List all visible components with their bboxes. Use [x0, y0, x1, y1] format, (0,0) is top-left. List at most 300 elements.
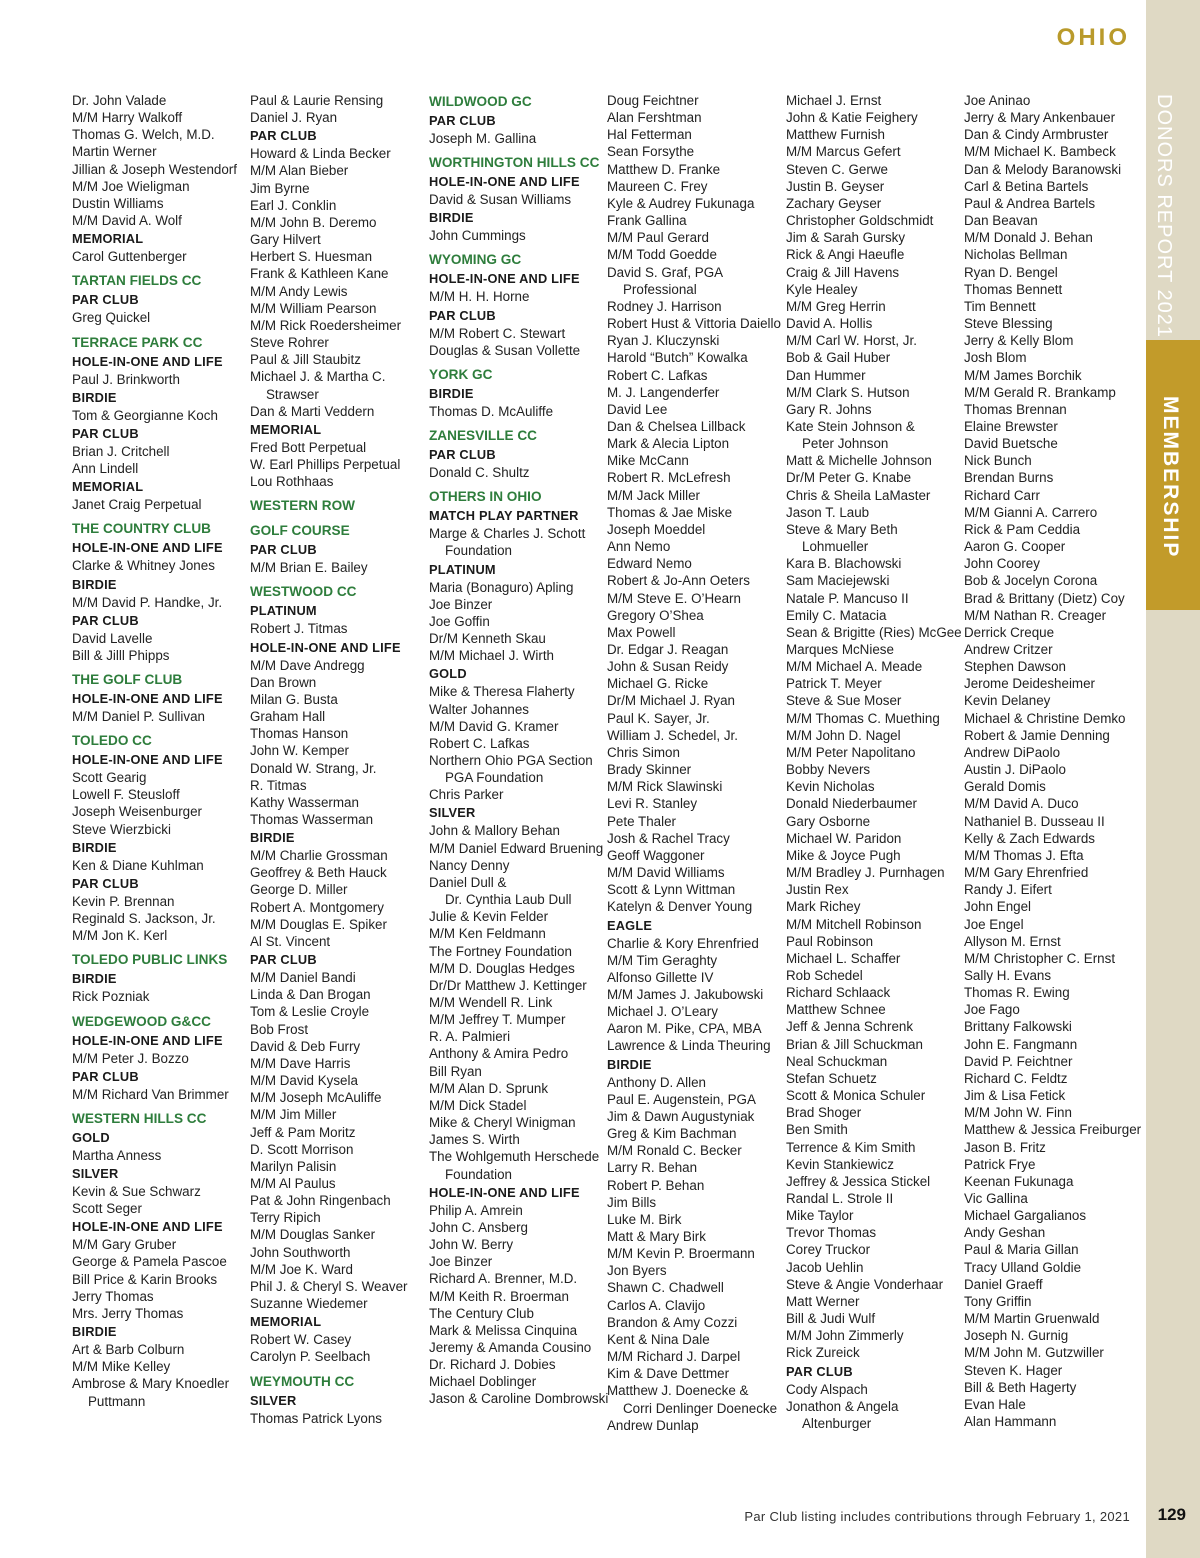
donor-name: Tom & Leslie Croyle: [250, 1004, 370, 1020]
donor-name: Ryan J. Kluczynski: [607, 333, 720, 349]
donor-name: M/M Michael J. Wirth: [429, 648, 554, 664]
donor-name: Greg Quickel: [72, 310, 151, 326]
donor-name: Emily C. Matacia: [786, 607, 887, 623]
donor-name: Thomas & Jae Miske: [607, 504, 733, 520]
club-heading: ZANESVILLE CC: [429, 428, 537, 444]
donor-name: M/M John B. Deremo: [250, 214, 377, 230]
donor-name: Carl & Betina Bartels: [964, 178, 1089, 194]
donor-name: Jeff & Pam Moritz: [250, 1124, 356, 1140]
donor-name: Daniel Graeff: [964, 1276, 1043, 1292]
donor-name: M/M Dave Harris: [250, 1055, 351, 1071]
donor-name: John E. Fangmann: [964, 1036, 1078, 1052]
donor-name: Craig & Jill Havens: [786, 264, 900, 280]
giving-level: GOLD: [429, 666, 467, 682]
donor-name: M/M Keith R. Broerman: [429, 1288, 569, 1304]
donor-name: The Wohlgemuth Herschede: [429, 1149, 600, 1165]
donor-name: Robert A. Montgomery: [250, 899, 384, 915]
donor-name: Matthew J. Doenecke &: [607, 1383, 749, 1399]
donor-name: Gregory O’Shea: [607, 607, 704, 623]
section-tab: [1146, 340, 1200, 610]
donor-name: M/M Gerald R. Brankamp: [964, 384, 1116, 400]
donor-name: Greg & Kim Bachman: [607, 1126, 737, 1142]
giving-level: BIRDIE: [250, 830, 295, 846]
donor-name: Michael J. & Martha C.: [250, 369, 386, 385]
donor-name: Frank & Kathleen Kane: [250, 266, 389, 282]
giving-level: PAR CLUB: [72, 875, 139, 891]
donor-name: Joe Binzer: [429, 1254, 493, 1270]
donor-name: M/M Brian E. Bailey: [250, 560, 368, 576]
donor-name: Chris & Sheila LaMaster: [786, 487, 931, 503]
donor-name: M/M Andy Lewis: [250, 283, 348, 299]
donor-name: Jason & Caroline Dombrowski: [429, 1391, 609, 1407]
donor-name: Rick & Pam Ceddia: [964, 521, 1081, 537]
report-title: DONORS REPORT 2021: [1153, 94, 1175, 339]
donor-name: Vic Gallina: [964, 1191, 1028, 1206]
giving-level: GOLD: [72, 1129, 110, 1145]
donor-name: Mike McCann: [607, 453, 689, 469]
giving-level: MEMORIAL: [250, 1314, 322, 1330]
donor-name: Kevin P. Brennan: [72, 893, 175, 909]
donor-name: Jason B. Fritz: [964, 1139, 1046, 1155]
giving-level: MEMORIAL: [250, 421, 322, 437]
donor-name: Joe Engel: [964, 916, 1024, 932]
donor-name: M/M Jon K. Kerl: [72, 928, 168, 944]
donor-name: Jim & Dawn Augustyniak: [607, 1108, 755, 1124]
donor-name: The Fortney Foundation: [429, 943, 572, 959]
donor-name: Joe Aninao: [964, 93, 1031, 108]
donor-name: M/M Carl W. Horst, Jr.: [786, 333, 917, 349]
donor-name: M/M Harry Walkoff: [72, 110, 183, 126]
donor-name: Dan & Melody Baranowski: [964, 161, 1122, 177]
donor-name: Shawn C. Chadwell: [607, 1280, 724, 1296]
donor-name: Bill Ryan: [429, 1063, 482, 1079]
donor-name: Jeff & Jenna Schrenk: [786, 1019, 914, 1035]
donor-name: M/M Douglas E. Spiker: [250, 916, 387, 932]
donor-name: M/M Donald J. Behan: [964, 230, 1093, 246]
donor-name: M/M Wendell R. Link: [429, 995, 553, 1010]
donor-name: M/M Thomas C. Muething: [786, 710, 940, 726]
donor-name: Kathy Wasserman: [250, 794, 359, 810]
donor-name: Richard Carr: [964, 487, 1040, 503]
giving-level: PAR CLUB: [429, 113, 496, 128]
donor-name: John & Mallory Behan: [429, 823, 561, 839]
donor-name: M/M Michael K. Bambeck: [964, 144, 1116, 160]
donor-name: David Lee: [607, 401, 668, 417]
donor-name-continued: Puttmann: [88, 1393, 146, 1409]
donor-name: Michael Gargalianos: [964, 1208, 1087, 1224]
donor-name: Graham Hall: [250, 709, 326, 725]
donor-name: Nick Bunch: [964, 453, 1032, 469]
donor-name: M/M Jeffrey T. Mumper: [429, 1012, 566, 1028]
donor-name: Patrick Frye: [964, 1156, 1036, 1172]
donor-name: Aaron G. Cooper: [964, 539, 1066, 555]
donor-name: Steven C. Gerwe: [786, 161, 888, 177]
donor-name: M/M Michael A. Meade: [786, 659, 923, 675]
donor-name: Michael J. Ernst: [786, 93, 882, 108]
donor-name: Pete Thaler: [607, 813, 676, 829]
donor-name: Carlos A. Clavijo: [607, 1297, 706, 1313]
donor-name: M/M Al Paulus: [250, 1175, 336, 1191]
donor-name: Phil J. & Cheryl S. Weaver: [250, 1278, 408, 1294]
donor-name-continued: Lohmueller: [802, 539, 869, 555]
donor-name: M/M David A. Duco: [964, 796, 1079, 812]
donor-name: M/M Todd Goedde: [607, 247, 717, 263]
donor-name: M/M Greg Herrin: [786, 298, 886, 314]
giving-level: HOLE-IN-ONE AND LIFE: [429, 271, 580, 287]
donor-name: Maureen C. Frey: [607, 178, 708, 194]
donor-name: Brittany Falkowski: [964, 1019, 1072, 1035]
donor-name: Lowell F. Steusloff: [72, 787, 180, 803]
donor-name-continued: Corri Denlinger Doenecke: [623, 1400, 778, 1416]
giving-level: PAR CLUB: [72, 292, 139, 308]
donor-name: David S. Graf, PGA: [607, 264, 724, 280]
donor-name: Richard A. Brenner, M.D.: [429, 1271, 578, 1287]
donor-name: Kara B. Blachowski: [786, 556, 902, 572]
donor-name: Dr/Dr Matthew J. Kettinger: [429, 977, 587, 993]
donor-name: Keenan Fukunaga: [964, 1173, 1074, 1189]
donor-name: Anthony & Amira Pedro: [429, 1046, 569, 1062]
donor-name: Paul J. Brinkworth: [72, 371, 180, 387]
donor-name: M/M Nathan R. Creager: [964, 607, 1107, 623]
donor-name: John C. Ansberg: [429, 1219, 529, 1235]
donor-name: Andrew Critzer: [964, 642, 1053, 657]
donor-name: Elaine Brewster: [964, 418, 1058, 434]
donor-name: David & Susan Williams: [429, 192, 572, 208]
donor-name: Earl J. Conklin: [250, 197, 337, 213]
donor-name: Dr/M Michael J. Ryan: [607, 693, 735, 709]
donor-name: Steve Rohrer: [250, 335, 329, 351]
donor-name: Mike Taylor: [786, 1208, 854, 1224]
donor-name: Tim Bennett: [964, 298, 1036, 314]
donor-name: Howard & Linda Becker: [250, 146, 391, 162]
donor-name: M/M David P. Handke, Jr.: [72, 594, 223, 610]
donor-name: Janet Craig Perpetual: [72, 497, 202, 513]
donor-name: M/M Rick Slawinski: [607, 779, 723, 795]
donor-name: Trevor Thomas: [786, 1225, 877, 1241]
giving-level: HOLE-IN-ONE AND LIFE: [72, 1032, 223, 1048]
donor-name: Matt Werner: [786, 1293, 860, 1309]
donor-name: M. J. Langenderfer: [607, 384, 720, 400]
donor-name: Kyle & Audrey Fukunaga: [607, 195, 755, 211]
donor-name: Cody Alspach: [786, 1381, 868, 1397]
donor-name: Rick Zureick: [786, 1345, 860, 1361]
sidebar-report-label: [1146, 94, 1200, 339]
donor-name: Michael W. Paridon: [786, 830, 902, 846]
donor-name: Jim Byrne: [250, 180, 310, 196]
club-heading: OTHERS IN OHIO: [429, 489, 542, 505]
donor-name: Bill & Judi Wulf: [786, 1311, 876, 1327]
giving-level: BIRDIE: [429, 385, 474, 401]
donor-name: Dan Brown: [250, 674, 317, 690]
donor-name: Matthew D. Franke: [607, 161, 721, 177]
giving-level: PAR CLUB: [250, 128, 317, 144]
donor-name: Daniel J. Ryan: [250, 110, 338, 126]
donor-name: M/M Thomas J. Efta: [964, 847, 1084, 863]
donor-name: M/M David Williams: [607, 865, 725, 881]
donor-name: Michael J. O’Leary: [607, 1004, 718, 1020]
donor-name: Mark & Melissa Cinquina: [429, 1322, 578, 1338]
giving-level: HOLE-IN-ONE AND LIFE: [72, 1219, 223, 1235]
donor-name: Donald C. Shultz: [429, 465, 530, 481]
donor-name: Josh Blom: [964, 350, 1027, 366]
donor-name: Jeffrey & Jessica Stickel: [786, 1173, 931, 1189]
donor-name: Aaron M. Pike, CPA, MBA: [607, 1021, 762, 1037]
donor-name: M/M Peter J. Bozzo: [72, 1050, 189, 1066]
donor-name: Douglas & Susan Vollette: [429, 342, 581, 358]
donor-name: M/M H. H. Horne: [429, 289, 530, 305]
donor-name: M/M Bradley J. Purnhagen: [786, 865, 945, 881]
donor-name: Hal Fetterman: [607, 127, 692, 143]
donor-name: Randal L. Strole II: [786, 1191, 894, 1206]
donor-name: Reginald S. Jackson, Jr.: [72, 911, 216, 927]
giving-level: PAR CLUB: [429, 307, 496, 323]
donor-name: Donald W. Strang, Jr.: [250, 760, 377, 776]
donor-name: Michael L. Schaffer: [786, 950, 901, 966]
donor-name: Marilyn Palisin: [250, 1158, 337, 1174]
donor-name: Harold “Butch” Kowalka: [607, 350, 748, 366]
giving-level: PLATINUM: [250, 603, 317, 619]
donor-name: The Century Club: [429, 1305, 534, 1321]
donor-name: Robert P. Behan: [607, 1177, 705, 1193]
donor-name-continued: PGA Foundation: [445, 770, 544, 786]
donor-name: M/M David Kysela: [250, 1073, 358, 1089]
donor-name: M/M Douglas Sanker: [250, 1227, 376, 1243]
donor-name: Dr. John Valade: [72, 93, 167, 108]
donor-name: Art & Barb Colburn: [72, 1342, 185, 1358]
donor-name: M/M Paul Gerard: [607, 230, 709, 246]
donor-name: Scott Gearig: [72, 770, 147, 786]
donor-name: Pat & John Ringenbach: [250, 1193, 391, 1209]
donor-name: M/M Marcus Gefert: [786, 144, 901, 160]
donor-name: Herbert S. Huesman: [250, 249, 373, 265]
donor-name: Terry Ripich: [250, 1210, 321, 1226]
donor-name: M/M D. Douglas Hedges: [429, 960, 575, 976]
donor-name: M/M Peter Napolitano: [786, 744, 916, 760]
donor-name: Geoff Waggoner: [607, 847, 705, 863]
donor-name: M/M William Pearson: [250, 300, 377, 316]
donor-name: John Cummings: [429, 228, 526, 244]
donor-name: Steve & Mary Beth: [786, 521, 898, 537]
donor-name: Nancy Denny: [429, 857, 510, 873]
donor-name: Robert R. McLefresh: [607, 470, 731, 486]
donor-name: Edward Nemo: [607, 556, 692, 572]
donor-name: Robert Hust & Vittoria Daiello: [607, 316, 781, 332]
donor-name: Philip A. Amrein: [429, 1202, 523, 1218]
donor-name: Scott & Monica Schuler: [786, 1088, 926, 1104]
donor-name: Clarke & Whitney Jones: [72, 558, 215, 574]
donor-name: Jim & Lisa Fetick: [964, 1088, 1066, 1104]
donor-name: Justin Rex: [786, 882, 849, 898]
donor-name: M/M Richard Van Brimmer: [72, 1086, 229, 1102]
donor-name: Mark Richey: [786, 899, 861, 915]
donor-name: Kevin Nicholas: [786, 779, 875, 795]
donor-name: Kevin & Sue Schwarz: [72, 1184, 201, 1199]
donor-name: M/M Steve E. O’Hearn: [607, 590, 741, 606]
giving-level: PAR CLUB: [250, 542, 317, 558]
donor-name: John Engel: [964, 899, 1032, 915]
donor-name: M/M Mitchell Robinson: [786, 916, 922, 932]
donor-name: Dr. Richard J. Dobies: [429, 1357, 556, 1373]
donor-name: M/M John W. Finn: [964, 1105, 1072, 1121]
donor-name: Patrick T. Meyer: [786, 676, 882, 692]
giving-level: BIRDIE: [429, 210, 474, 226]
donor-name: Joe Binzer: [429, 596, 493, 612]
donor-name: M/M Daniel Bandi: [250, 970, 356, 986]
donor-name: Doug Feichtner: [607, 93, 699, 108]
giving-level: MATCH PLAY PARTNER: [429, 508, 579, 524]
section-title: MEMBERSHIP: [1159, 396, 1182, 559]
giving-level: MEMORIAL: [72, 479, 144, 495]
donor-name: Thomas Patrick Lyons: [250, 1410, 382, 1426]
donor-name: Dan & Marti Veddern: [250, 403, 375, 419]
donor-name: Alan Hammann: [964, 1414, 1057, 1430]
donor-name: M/M John Zimmerly: [786, 1328, 904, 1344]
donor-name: M/M Alan Bieber: [250, 163, 349, 179]
page-number: 129: [1157, 1505, 1186, 1524]
donor-name: Tracy Ulland Goldie: [964, 1259, 1082, 1275]
donor-name: David A. Hollis: [786, 316, 873, 332]
donor-name: M/M Daniel P. Sullivan: [72, 708, 205, 724]
donor-name: Robert C. Lafkas: [607, 367, 708, 383]
donor-name: M/M Martin Gruenwald: [964, 1311, 1100, 1327]
donor-name: Andrew Dunlap: [607, 1417, 699, 1433]
giving-level: PAR CLUB: [72, 1068, 139, 1084]
club-heading: WESTERN ROW: [250, 498, 355, 514]
donor-name: Brendan Burns: [964, 470, 1054, 486]
donor-name: M/M James J. Jakubowski: [607, 986, 764, 1002]
donor-name: M/M David G. Kramer: [429, 718, 559, 734]
donor-name: Bob & Gail Huber: [786, 350, 891, 366]
donor-name: John Coorey: [964, 556, 1040, 572]
donor-name: Thomas Bennett: [964, 281, 1063, 297]
footer-note: Par Club listing includes contributions through February 1, 2021: [744, 1509, 1130, 1524]
donor-name: Rob Schedel: [786, 967, 863, 983]
donor-name: Mark & Alecia Lipton: [607, 436, 730, 452]
donor-name: Anthony D. Allen: [607, 1074, 707, 1090]
donor-name: Michael & Christine Demko: [964, 710, 1126, 726]
donor-name: Brian & Jill Schuckman: [786, 1036, 923, 1052]
giving-level: HOLE-IN-ONE AND LIFE: [72, 540, 223, 556]
donor-name: Charlie & Kory Ehrenfried: [607, 935, 759, 951]
club-heading: WYOMING GC: [429, 252, 522, 268]
giving-level: BIRDIE: [72, 1324, 117, 1340]
donor-name: Steven K. Hager: [964, 1362, 1063, 1378]
donor-name: Steve Wierzbicki: [72, 821, 171, 837]
club-heading: WEDGEWOOD G&CC: [72, 1013, 211, 1029]
donor-name: Joseph M. Gallina: [429, 131, 537, 146]
donor-name: Matthew & Jessica Freiburger: [964, 1122, 1142, 1138]
donor-name: Jim & Sarah Gursky: [786, 230, 906, 246]
state-heading: OHIO: [1056, 24, 1130, 51]
donor-name: Fred Bott Perpetual: [250, 439, 367, 455]
giving-level: MEMORIAL: [72, 231, 144, 247]
donor-name: Michael Doblinger: [429, 1374, 537, 1390]
giving-level: SILVER: [72, 1166, 119, 1181]
club-heading: TARTAN FIELDS CC: [72, 273, 202, 289]
donor-name: Mike & Cheryl Winigman: [429, 1115, 576, 1131]
donor-name: Stefan Schuetz: [786, 1070, 877, 1086]
donor-name: Alan Fershtman: [607, 110, 702, 126]
donor-name: Ken & Diane Kuhlman: [72, 857, 204, 873]
giving-level: HOLE-IN-ONE AND LIFE: [429, 174, 580, 190]
donor-name: Zachary Geyser: [786, 195, 882, 211]
donor-name: Jerome Deidesheimer: [964, 676, 1095, 692]
donor-name-continued: Strawser: [266, 386, 319, 402]
donor-name: Dr. Edgar J. Reagan: [607, 642, 729, 657]
giving-level: EAGLE: [607, 917, 653, 933]
donor-name: Jeremy & Amanda Cousino: [429, 1339, 592, 1355]
donor-name: Paul & Laurie Rensing: [250, 93, 384, 108]
donor-name: Paul & Maria Gillan: [964, 1242, 1079, 1258]
donor-name: M/M Daniel Edward Bruening: [429, 840, 604, 856]
donor-name: Jim Bills: [607, 1194, 657, 1210]
donor-name: Gary Osborne: [786, 813, 871, 829]
donor-name: David Lavelle: [72, 630, 153, 646]
donor-name: Jerry Thomas: [72, 1288, 154, 1304]
donor-name: Sally H. Evans: [964, 967, 1052, 983]
donor-name: Josh & Rachel Tracy: [607, 830, 730, 846]
donor-name: Nathaniel B. Dusseau II: [964, 813, 1105, 829]
club-heading: TOLEDO CC: [72, 733, 152, 749]
club-heading: WEYMOUTH CC: [250, 1373, 355, 1389]
donor-name: Joseph Weisenburger: [72, 804, 203, 820]
donor-name: Matthew Schnee: [786, 1002, 886, 1018]
donor-name: M/M Charlie Grossman: [250, 848, 388, 864]
donor-name: Dan Hummer: [786, 367, 866, 383]
donor-name: Mike & Theresa Flaherty: [429, 684, 575, 700]
donor-name: M/M Gianni A. Carrero: [964, 504, 1098, 520]
donor-name: Carol Guttenberger: [72, 249, 187, 265]
donor-name: R. A. Palmieri: [429, 1029, 511, 1045]
donor-name: Dan & Cindy Armbruster: [964, 127, 1109, 143]
donor-name: John W. Berry: [429, 1237, 514, 1253]
donor-columns: [0, 92, 1146, 1492]
club-heading: TERRACE PARK CC: [72, 334, 203, 350]
donor-name: Martin Werner: [72, 144, 157, 160]
donor-name: M/M David A. Wolf: [72, 213, 182, 229]
giving-level: PAR CLUB: [786, 1363, 853, 1379]
donor-column-1: [72, 92, 248, 1410]
donor-column-3: [429, 92, 609, 1408]
donor-name: Andrew DiPaolo: [964, 744, 1061, 760]
donor-name: Ambrose & Mary Knoedler: [72, 1376, 230, 1392]
donor-name: M/M Tim Geraghty: [607, 952, 718, 968]
donor-name: Northern Ohio PGA Section: [429, 752, 593, 768]
donor-name: George D. Miller: [250, 882, 348, 898]
donor-name: George & Pamela Pascoe: [72, 1254, 227, 1270]
donor-name: Joseph N. Gurnig: [964, 1328, 1069, 1344]
donor-name: Tom & Georgianne Koch: [72, 407, 218, 423]
donor-name: M/M John M. Gutzwiller: [964, 1345, 1104, 1361]
donor-name: M/M Joseph McAuliffe: [250, 1090, 382, 1106]
donor-name: Walter Johannes: [429, 701, 529, 717]
donor-name: Carolyn P. Seelbach: [250, 1349, 371, 1365]
sidebar: [1146, 0, 1200, 1558]
donor-name: M/M Gary Gruber: [72, 1237, 177, 1253]
donor-name: M/M Jack Miller: [607, 487, 700, 503]
donor-name: M/M Christopher C. Ernst: [964, 950, 1116, 966]
giving-level: PAR CLUB: [429, 447, 496, 463]
donor-name: Paul E. Augenstein, PGA: [607, 1091, 756, 1107]
donor-name: Paul K. Sayer, Jr.: [607, 710, 710, 726]
donor-column-2: [250, 92, 426, 1427]
donor-name: Joe Fago: [964, 1002, 1020, 1018]
donor-name: Rick Pozniak: [72, 989, 150, 1005]
donor-name: Paul Robinson: [786, 933, 874, 949]
donor-name: Mrs. Jerry Thomas: [72, 1305, 184, 1321]
donor-name: Robert W. Casey: [250, 1332, 352, 1348]
donor-name: Jerry & Mary Ankenbauer: [964, 110, 1116, 126]
